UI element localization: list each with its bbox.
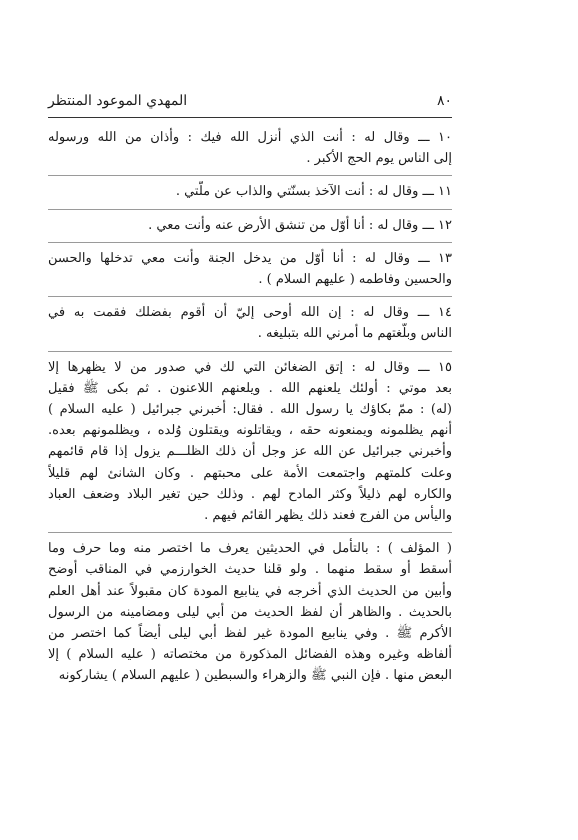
text-line: واليأس من الفرج فعند ذلك يظهر القائم فيهم . [204,508,452,524]
text-line: الأكرم ﷺ . وفي ينابيع المودة غير لفظ أبي ليلى أيضاً كما اختصر من [48,626,452,642]
text-line: إلى الناس يوم الحج الأكبر . [306,151,452,167]
page-body [48,127,452,687]
text-line: وأبين من الحديث الذي أخرجه في ينابيع المودة كان مقبولاً عند أهل العلم [48,583,452,599]
paragraph [48,209,452,236]
text-line: ألفاظه وغيره وهذه الفضائل المذكورة من مختصاته ( عليه السلام ) إلا [48,647,452,663]
page-header [48,93,452,109]
text-line: وعلت كلمتهم واجتمعت الأمة على محبتهم . وكان الشانئ لهم قليلاً [48,465,452,481]
header-rule [48,117,452,118]
paragraph [48,175,452,202]
text-line: بعد موتي : أولئك يلعنهم الله . ويلعنهم اللاعنون . ثم بكى ﷺ فقيل [48,380,452,396]
text-line: وأخبرني جبرائيل عن الله عز وجل أن ذلك الظلـــم يزول إذا قام قائمهم [48,444,452,460]
text-line: ١٥ ـــ وقال له : إتق الضغائن التي لك في صدور من لا يظهرها إلا [48,359,452,375]
paragraph [48,351,452,527]
text-line: ١١ ـــ وقال له : أنت الآخذ بسنّتي والذاب عن ملّتي . [175,184,452,200]
page-number: ٨٠ [436,93,452,109]
text-line: والحسين وفاطمه ( عليهم السلام ) . [258,272,452,288]
text-line: بالحديث . والظاهر أن لفظ الحديث من أبي ليلى ومضامينه من الرسول [48,604,452,620]
text-line: ١٣ ـــ وقال له : أنا أوّل من يدخل الجنة وأنت معي تدخلها والحسن [48,250,452,266]
running-title: المهدي الموعود المنتظر [48,93,188,109]
paragraph [48,296,452,344]
paragraph [48,127,452,169]
text-line: الناس وبلّغتهم ما أمرني الله بتبليغه . [257,326,452,342]
paragraph [48,242,452,290]
text-line: ١٤ ـــ وقال له : إن الله أوحى إليّ أن أقوم بفضلك فقمت به في [48,305,452,321]
text-line: (له) : ممّ بكاؤك يا رسول الله . فقال: أخبرني جبرائيل ( عليه السلام ) [48,402,452,418]
paragraph [48,532,452,686]
text-line: والكاره لهم ذليلاً وكثر المادح لهم . وذلك حين تغير البلاد وضعف العباد [48,486,452,502]
text-line: أسقط أو سقط منهما . ولو قلنا حديث الخوارزمي في المناقب أوضح [48,562,452,578]
text-line: ١٢ ـــ وقال له : أنا أوّل من تنشق الأرض عنه وأنت معي . [148,217,452,233]
text-line: ١٠ ـــ وقال له : أنت الذي أنزل الله فيك : وأذان من الله ورسوله [48,130,452,145]
text-line: البعض منها . فإن النبي ﷺ والزهراء والسبطين ( عليهم السلام ) يشاركونه [58,668,452,684]
text-line: أنهم يظلمونه ويمنعونه حقه ، ويقاتلونه ويقتلون وُلده ، ويظلمونهم بعده. [48,423,452,439]
text-line: ( المؤلف ) : بالتأمل في الحديثين يعرف ما اختصر منه وما حرف وما [48,541,452,557]
